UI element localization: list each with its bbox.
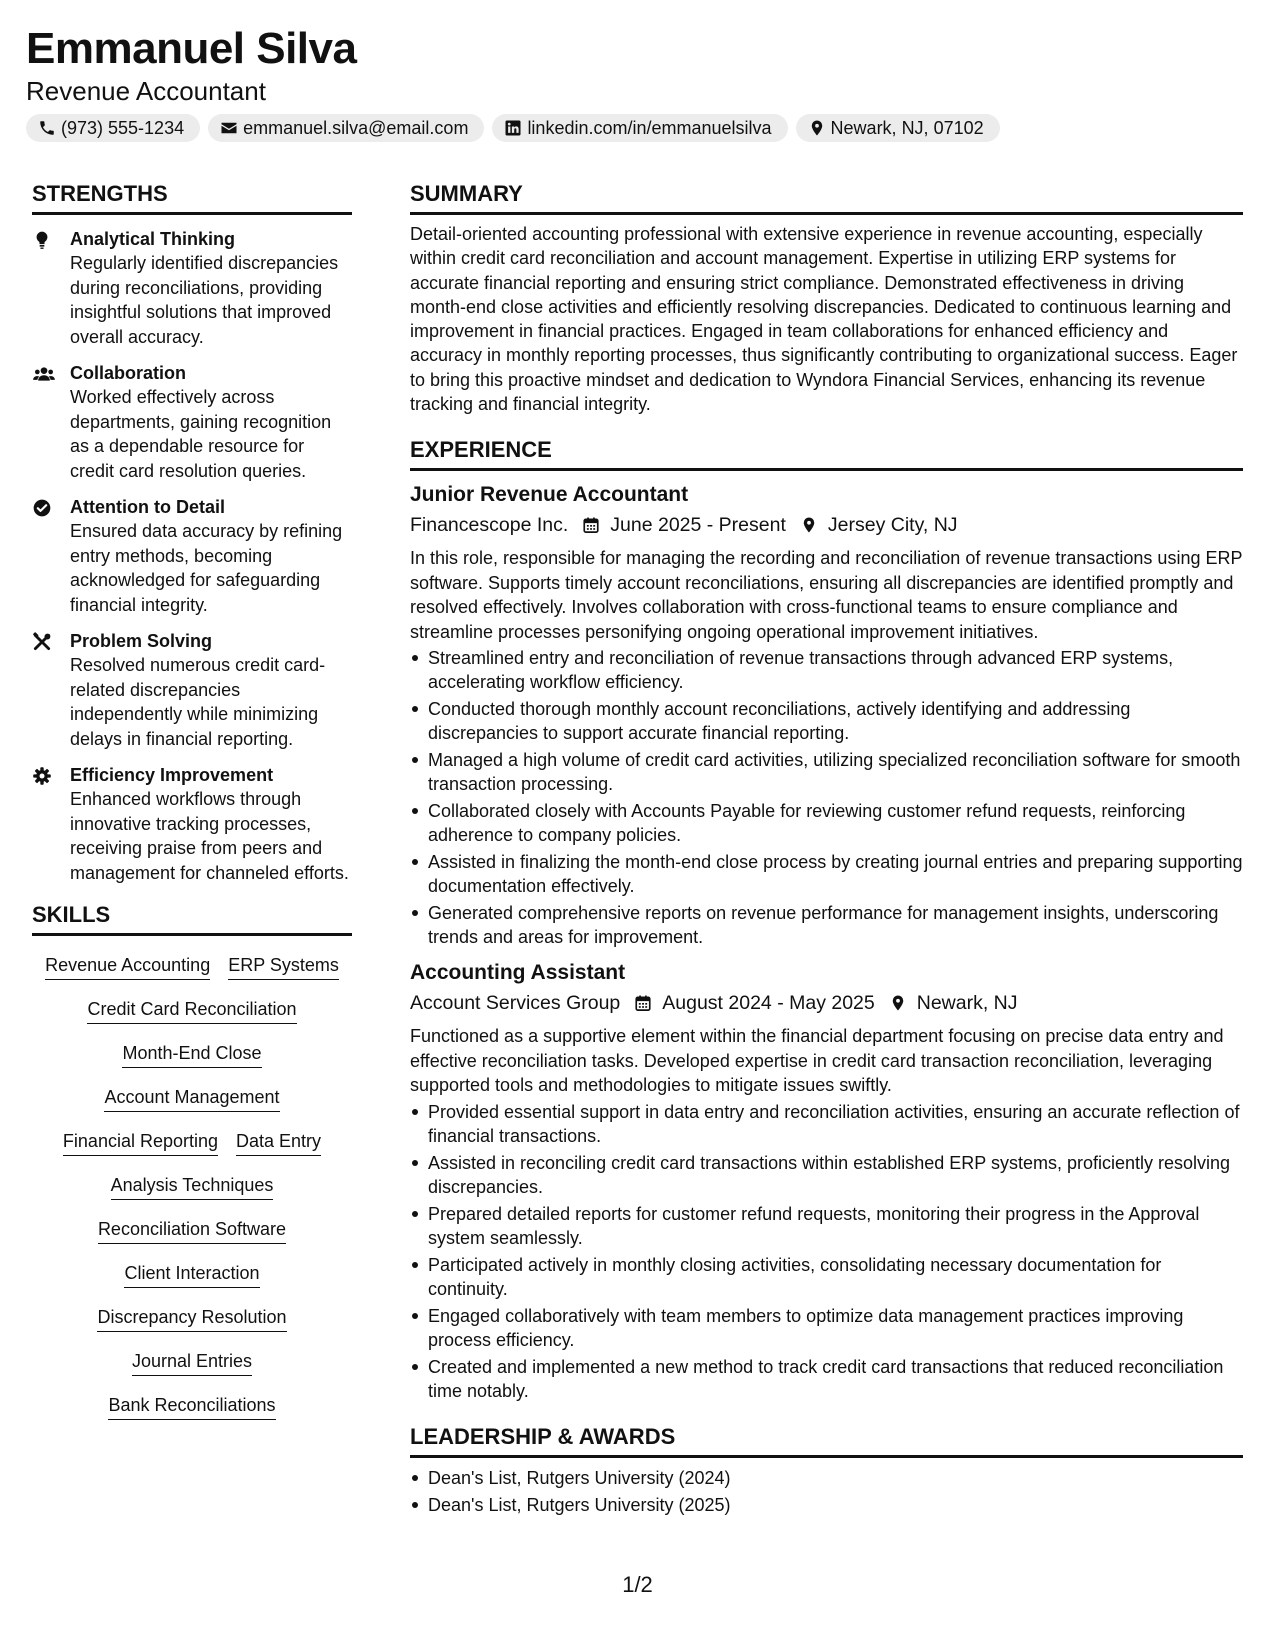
linkedin-icon: [504, 119, 522, 137]
skill-tag: Discrepancy Resolution: [97, 1304, 286, 1332]
phone-pill[interactable]: [26, 114, 200, 142]
map-pin-icon: [808, 119, 826, 137]
job-dates: August 2024 - May 2025: [662, 992, 875, 1015]
awards-list: [410, 1466, 1243, 1517]
bullet-item: Collaborated closely with Accounts Payable for reviewing customer refund requests, reinforcing adherence to company policies.: [410, 799, 1243, 847]
job-description: Functioned as a supportive element within the financial department focusing on precise data entry and effective reconciliation tasks. Developed expertise in credit card transaction reconciliation, leveraging supported tools and methodologies to mitigate issues swiftly.: [410, 1026, 1224, 1096]
location-pill[interactable]: [796, 114, 1000, 142]
experience-section: [410, 432, 1243, 1403]
contact-bar: [26, 114, 1256, 142]
job-title: Junior Revenue Accountant: [410, 483, 689, 507]
strength-title: Collaboration: [70, 363, 186, 383]
strength-description: Enhanced workflows through innovative tracking processes, receiving praise from peers and management for channeled efforts.: [70, 789, 349, 883]
strength-item: [32, 629, 352, 751]
company-name: Account Services Group: [410, 992, 621, 1015]
resume-header: [26, 24, 1256, 142]
skill-tag: Client Interaction: [124, 1260, 259, 1288]
skill-tag: Data Entry: [236, 1128, 321, 1156]
skill-tag: Account Management: [104, 1084, 279, 1112]
strengths-heading: STRENGTHS: [32, 176, 352, 215]
users-icon: [32, 364, 56, 384]
calendar-icon: [634, 994, 652, 1012]
bullet-item: Assisted in reconciling credit card transactions within established ERP systems, proficiently resolving discrepancies.: [410, 1151, 1243, 1199]
right-column: [410, 176, 1243, 1520]
skill-tag: Journal Entries: [132, 1348, 252, 1376]
job-bullets: [410, 646, 1243, 949]
experience-heading: EXPERIENCE: [410, 432, 1243, 471]
job-meta: [410, 989, 1243, 1017]
strength-item: [32, 361, 352, 483]
strength-description: Worked effectively across departments, gaining recognition as a dependable resource for credit card resolution queries.: [70, 387, 332, 481]
skill-tag: Financial Reporting: [63, 1128, 218, 1156]
bullet-item: Conducted thorough monthly account reconciliations, actively identifying and addressing discrepancies to support accurate financial reporting.: [410, 697, 1243, 745]
strength-item: [32, 495, 352, 617]
summary-text: Detail-oriented accounting professional with extensive experience in revenue accounting, especially within credit card reconciliation and account management. Expertise in utilizing ERP systems for accurate financial reporting and ensuring strict compliance. Demonstrated effectiveness in driving month-end close activities and efficiently resolving discrepancies. Dedicated to continuous learning and improvement in financial practices. Engaged in team collaborations for enhanced efficiency and accuracy in monthly reporting processes, thus significantly contributing to organizational success. Eager to bring this proactive mindset and dedication to Wyndora Financial Services, enhancing its revenue tracking and financial integrity.: [410, 224, 1238, 415]
bullet-item: Streamlined entry and reconciliation of revenue transactions through advanced ERP systems, accelerating workflow efficiency.: [410, 646, 1243, 694]
job-location: Newark, NJ: [916, 992, 1018, 1015]
bullet-item: Provided essential support in data entry and reconciliation activities, ensuring an accurate reflection of financial transactions.: [410, 1100, 1243, 1148]
check-circle-icon: [32, 498, 52, 518]
bullet-item: Generated comprehensive reports on revenue performance for management insights, underscoring trends and areas for improvement.: [410, 901, 1243, 949]
award-item: Dean's List, Rutgers University (2024): [410, 1466, 1243, 1490]
map-pin-icon: [800, 516, 818, 534]
strength-description: Ensured data accuracy by refining entry methods, becoming acknowledged for safeguarding financial integrity.: [70, 521, 343, 615]
phone-text: (973) 555-1234: [61, 117, 185, 138]
award-item: Dean's List, Rutgers University (2025): [410, 1493, 1243, 1517]
strengths-list: [32, 227, 352, 885]
job-location: Jersey City, NJ: [827, 514, 958, 537]
left-column: [32, 176, 352, 1420]
lightbulb-icon: [32, 230, 52, 250]
skills-list: [32, 952, 352, 1420]
linkedin-pill[interactable]: [492, 114, 787, 142]
candidate-title: Revenue Accountant: [26, 76, 266, 106]
skill-tag: Month-End Close: [122, 1040, 261, 1068]
strength-title: Attention to Detail: [70, 497, 225, 517]
job-meta: [410, 511, 1243, 539]
strength-item: [32, 763, 352, 885]
job-dates: June 2025 - Present: [610, 514, 786, 537]
company-name: Financescope Inc.: [410, 514, 569, 537]
job-entry: [410, 959, 1243, 1403]
bullet-item: Participated actively in monthly closing activities, consolidating necessary documentation for continuity.: [410, 1253, 1243, 1301]
job-entry: [410, 481, 1243, 949]
skill-tag: Bank Reconciliations: [108, 1392, 275, 1420]
summary-heading: SUMMARY: [410, 176, 1243, 215]
skills-section: [32, 897, 352, 1420]
page-number: 1/2: [622, 1572, 653, 1597]
job-description: In this role, responsible for managing the recording and reconciliation of revenue transactions using ERP software. Supports timely account reconciliations, ensuring all discrepancies are identified promptly and resolved effectively. Involves collaboration with cross-functional teams to ensure compliance and streamline processes personifying ongoing operational improvement initiatives.: [410, 548, 1243, 642]
job-bullets: [410, 1100, 1243, 1403]
skill-tag: Analysis Techniques: [111, 1172, 274, 1200]
gear-icon: [32, 766, 52, 786]
skill-tag: Reconciliation Software: [98, 1216, 286, 1244]
strength-description: Regularly identified discrepancies during reconciliations, providing insightful solutions that improved overall accuracy.: [70, 253, 339, 347]
strength-item: [32, 227, 352, 349]
map-pin-icon: [889, 994, 907, 1012]
bullet-item: Created and implemented a new method to track credit card transactions that reduced reconciliation time notably.: [410, 1355, 1243, 1403]
email-text: emmanuel.silva@email.com: [243, 117, 469, 138]
location-text: Newark, NJ, 07102: [830, 117, 984, 138]
skill-tag: Credit Card Reconciliation: [87, 996, 296, 1024]
bullet-item: Engaged collaboratively with team members to optimize data management practices improving process efficiency.: [410, 1304, 1243, 1352]
strength-title: Efficiency Improvement: [70, 765, 274, 785]
tools-icon: [32, 632, 52, 652]
phone-icon: [38, 119, 56, 137]
skills-heading: SKILLS: [32, 897, 352, 936]
skill-tag: ERP Systems: [228, 952, 339, 980]
linkedin-text: linkedin.com/in/emmanuelsilva: [527, 117, 772, 138]
envelope-icon: [220, 119, 238, 137]
bullet-item: Assisted in finalizing the month-end close process by creating journal entries and preparing supporting documentation effectively.: [410, 850, 1243, 898]
skill-tag: Revenue Accounting: [45, 952, 210, 980]
strength-description: Resolved numerous credit card-related discrepancies independently while minimizing delays in financial reporting.: [70, 655, 326, 749]
awards-section: [410, 1419, 1243, 1517]
strength-title: Problem Solving: [70, 631, 213, 651]
bullet-item: Managed a high volume of credit card activities, utilizing specialized reconciliation software for smooth transaction processing.: [410, 748, 1243, 796]
bullet-item: Prepared detailed reports for customer refund requests, monitoring their progress in the Approval system seamlessly.: [410, 1202, 1243, 1250]
candidate-name: Emmanuel Silva: [26, 24, 357, 73]
job-title: Accounting Assistant: [410, 961, 626, 985]
email-pill[interactable]: [208, 114, 484, 142]
calendar-icon: [582, 516, 600, 534]
strength-title: Analytical Thinking: [70, 229, 236, 249]
awards-heading: LEADERSHIP & AWARDS: [410, 1419, 1243, 1458]
